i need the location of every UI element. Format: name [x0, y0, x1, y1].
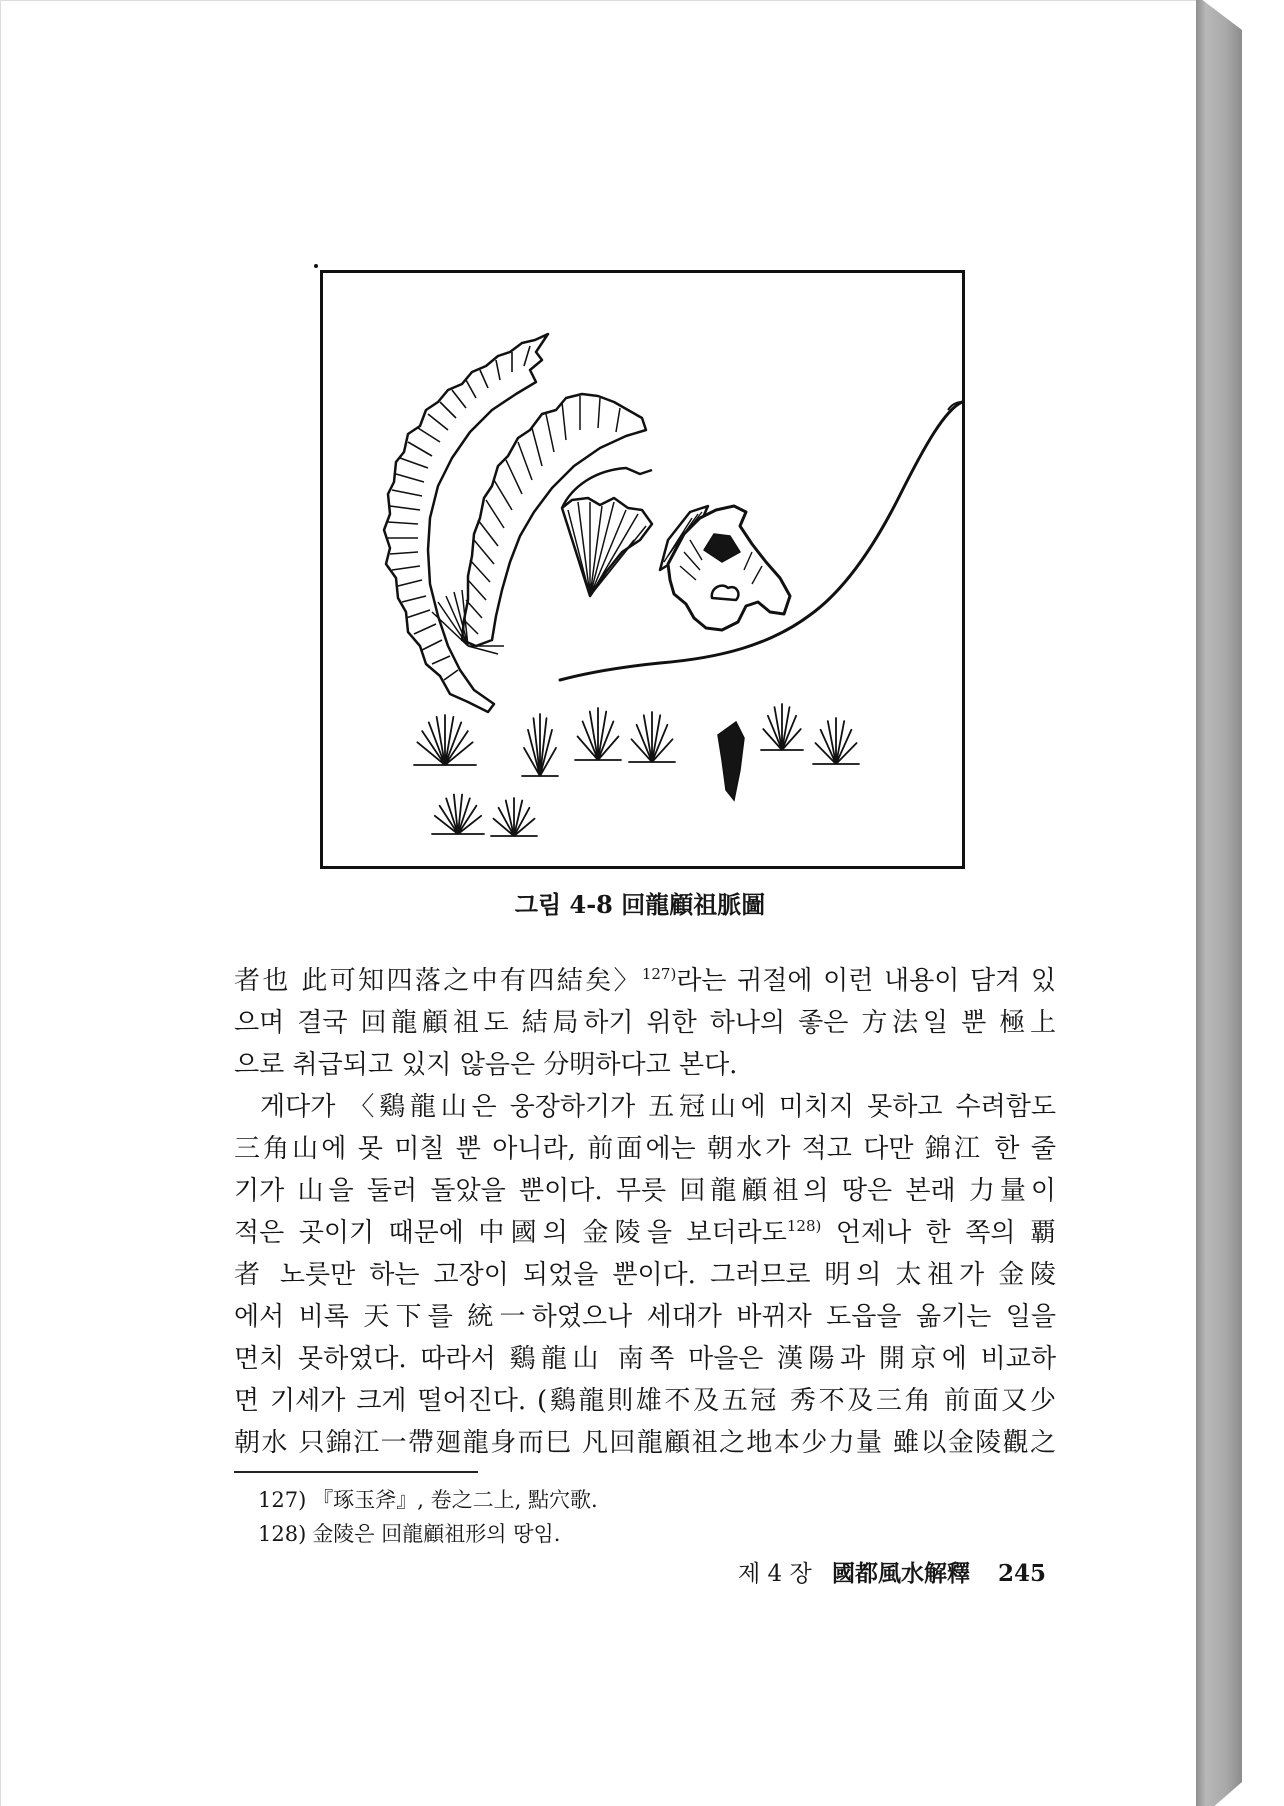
line-text: 면치 못하였다. 따라서 鷄龍山 南쪽 마을은 漢陽과 開京에 비교하: [234, 1344, 1056, 1374]
footnote-ref: 128): [786, 1217, 822, 1235]
line-text: 으며 결국 回龍顧祖도 結局하기 위한 하나의 좋은 方法일 뿐 極上: [234, 1008, 1056, 1038]
body-line: [234, 1002, 1056, 1044]
body-line: [234, 1380, 1056, 1422]
line-text: 적은 곳이기 때문에 中國의 金陵을 보더라도: [234, 1218, 787, 1248]
grass-tuft: [761, 704, 803, 750]
grass-tuft: [629, 712, 675, 762]
footnote: [258, 1517, 1018, 1551]
line-text: 게다가 〈鷄龍山은 웅장하기가 五冠山에 미치지 못하고 수려함도: [260, 1092, 1056, 1122]
body-line: [234, 1212, 1056, 1254]
body-line: [234, 1128, 1056, 1170]
body-text: [234, 960, 1056, 1464]
grass-tufts: [414, 704, 859, 836]
footnote: [258, 1483, 1018, 1517]
footnote-number: 128): [258, 1522, 307, 1546]
body-line: [234, 1338, 1056, 1380]
figure-caption: 그림 4-8 回龍顧祖脈圖: [514, 890, 766, 919]
cloud-mark: [712, 586, 739, 600]
line-text: 기가 山을 둘러 돌았을 뿐이다. 무릇 回龍顧祖의 땅은 본래 力量이: [234, 1176, 1056, 1206]
mountain-peak-central: [660, 506, 790, 630]
footnote-text: 金陵은 回龍顧祖形의 땅임.: [312, 1522, 561, 1546]
line-text: 者 노릇만 하는 고장이 되었을 뿐이다. 그러므로 明의 太祖가 金陵: [234, 1260, 1056, 1290]
body-line: [234, 1254, 1056, 1296]
running-footer-title: 國都風水解釋: [832, 1560, 970, 1587]
line-text: 면 기세가 크게 떨어진다. (鷄龍則雄不及五冠 秀不及三角 前面又少: [234, 1386, 1056, 1416]
footnote-text: 『琢玉斧』, 卷之二上, 點穴歌.: [312, 1488, 598, 1512]
foreground-dark-peak: [718, 722, 744, 800]
line-text: 언제나 한 쪽의 覇: [821, 1218, 1056, 1248]
line-text: 으로 취급되고 있지 않음은 分明하다고 본다.: [234, 1050, 738, 1080]
line-text: 朝水 只錦江一帶廻龍身而巳 凡回龍顧祖之地本少力量 雖以金陵觀之: [234, 1428, 1056, 1458]
grass-tuft: [813, 718, 859, 764]
page-edge: [1196, 0, 1242, 1806]
grass-tuft: [575, 708, 621, 760]
grass-tuft: [432, 795, 484, 835]
body-line: [234, 1044, 1056, 1086]
body-line: [234, 960, 1056, 1002]
grass-tuft: [491, 798, 537, 836]
mountain-ridge-inner: [562, 468, 652, 596]
figure-illustration: [312, 260, 970, 872]
body-line: [234, 1086, 1056, 1128]
body-line: [234, 1422, 1056, 1464]
page-number: 245: [998, 1560, 1047, 1587]
line-text: 에서 비록 天下를 統一하였으나 세대가 바뀌자 도읍을 옮기는 일을: [234, 1302, 1056, 1332]
running-footer-chapter: 제 4 장: [738, 1561, 812, 1587]
body-line: [234, 1170, 1056, 1212]
grass-tuft: [522, 714, 558, 776]
line-text: 者也 此可知四落之中有四結矣〉: [234, 966, 642, 996]
body-line: [234, 1296, 1056, 1338]
mountain-ridge-inner-outline: [562, 498, 652, 596]
line-text: 三角山에 못 미칠 뿐 아니라, 前面에는 朝水가 적고 다만 錦江 한 줄: [234, 1134, 1056, 1164]
grass-tuft: [414, 715, 476, 765]
footnote-divider: [234, 1471, 478, 1473]
footnote-number: 127): [258, 1488, 307, 1512]
line-text: 라는 귀절에 이런 내용이 담겨 있: [676, 966, 1056, 996]
print-dot: [314, 264, 318, 268]
footnotes: [258, 1483, 1018, 1551]
footnote-ref: 127): [641, 965, 677, 983]
